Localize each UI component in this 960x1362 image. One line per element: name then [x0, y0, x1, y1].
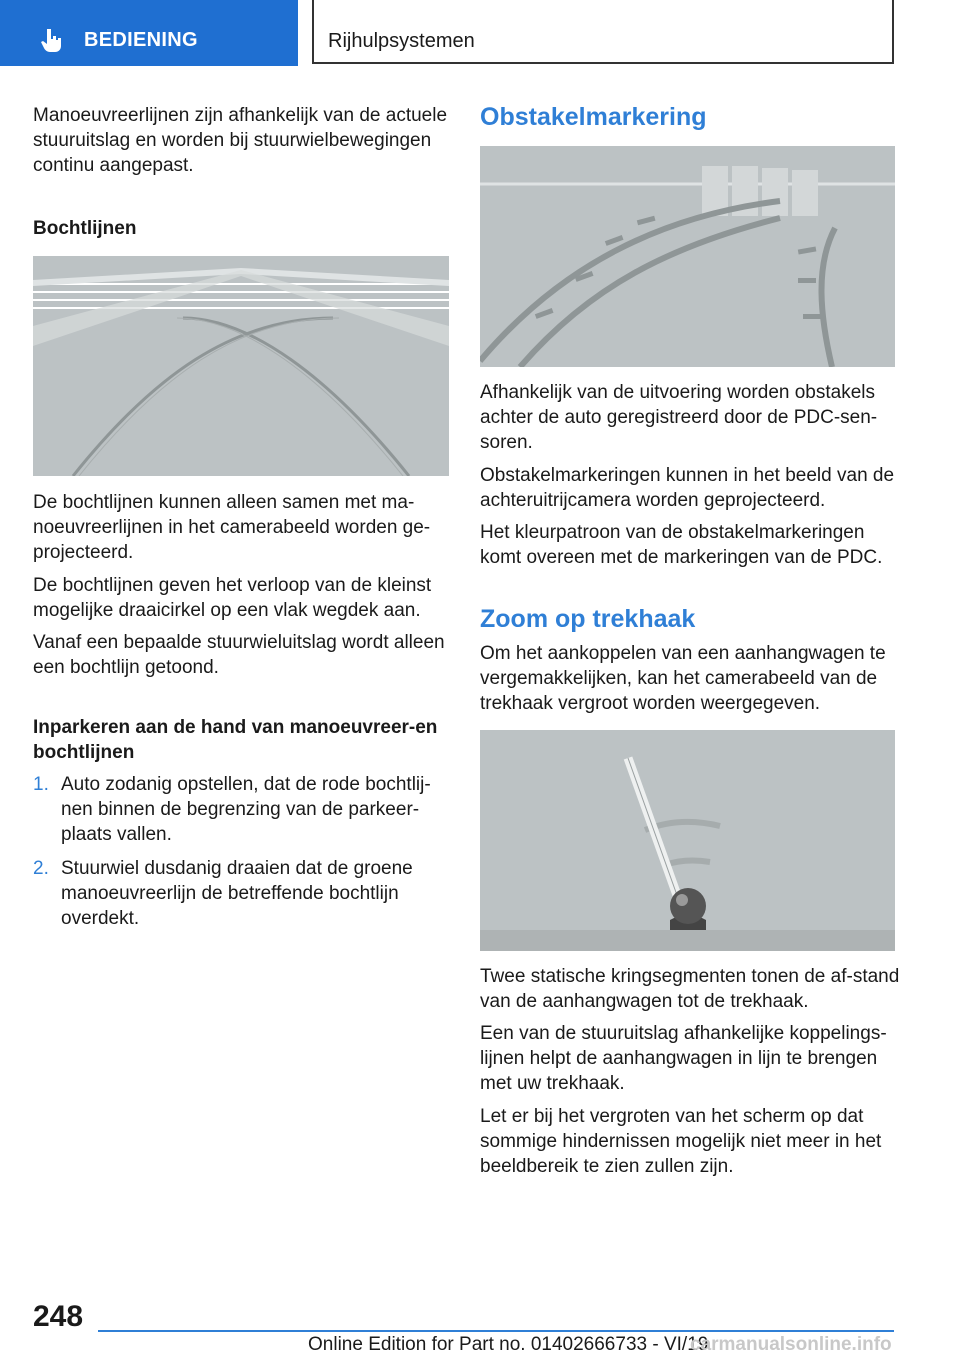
obstakel-figure: [480, 146, 895, 367]
header-section-frame: [312, 0, 894, 64]
header-section-title: Rijhulpsystemen: [328, 30, 475, 52]
obstakel-illustration: [480, 146, 895, 367]
footer-edition: Online Edition for Part no. 01402666733 - VI/19: [308, 1334, 709, 1355]
list-text: Auto zodanig opstellen, dat de rode bochtlij-nen binnen de begrenzing van de parkeer-plaats vallen.: [61, 774, 431, 845]
obstakel-para-2: Obstakelmarkeringen kunnen in het beeld van de achteruitrijcamera worden geprojecteerd.: [480, 465, 895, 511]
page-number: 248: [33, 1300, 84, 1333]
bochtlijnen-para-3: Vanaf een bepaalde stuurwieluitslag wordt alleen een bochtlijn getoond.: [33, 632, 445, 678]
zoom-para-1: Om het aankoppelen van een aanhangwagen te vergemakkelijken, kan het camerabeeld van de trekhaak vergroot worden weergegeven.: [480, 643, 886, 714]
heading-obstakelmarkering: Obstakelmarkering: [480, 103, 707, 131]
hand-pointer-icon: [38, 26, 66, 54]
zoom-para-4: Let er bij het vergroten van het scherm op dat sommige hindernissen mogelijk niet meer in het beeldbereik te zien zullen zijn.: [480, 1106, 882, 1177]
heading-zoom-op-trekhaak: Zoom op trekhaak: [480, 605, 696, 633]
obstakel-para-1: Afhankelijk van de uitvoering worden obstakels achter de auto geregistreerd door de PDC-sen-soren.: [480, 382, 878, 453]
list-number: 2.: [33, 858, 49, 879]
list-item: [33, 772, 453, 847]
zoom-para-3: Een van de stuuruitslag afhankelijke koppelings-lijnen helpt de aanhangwagen in lijn te brengen met uw trekhaak.: [480, 1023, 887, 1094]
bochtlijnen-para-2: De bochtlijnen geven het verloop van de kleinst mogelijke draaicirkel op een vlak wegdek aan.: [33, 575, 432, 621]
trekhaak-figure: [480, 730, 895, 951]
bochtlijnen-para-1: De bochtlijnen kunnen alleen samen met ma-noeuvreerlijnen in het camerabeeld worden ge-projecteerd.: [33, 492, 431, 563]
subhead-bochtlijnen: Bochtlijnen: [33, 218, 137, 239]
header-tab[interactable]: [0, 0, 298, 66]
trekhaak-illustration: [480, 730, 895, 951]
zoom-para-2: Twee statische kringsegmenten tonen de af-stand van de aanhangwagen tot de trekhaak.: [480, 966, 900, 1012]
list-text: Stuurwiel dusdanig draaien dat de groene manoeuvreerlijn de betreffende bochtlijn overdekt.: [61, 858, 413, 929]
header-tab-label: BEDIENING: [84, 29, 198, 51]
list-item: [33, 856, 453, 931]
obstakel-para-3: Het kleurpatroon van de obstakelmarkeringen komt overeen met de markeringen van de PDC.: [480, 522, 883, 568]
subhead-inparkeren: Inparkeren aan de hand van manoeuvreer-en bochtlijnen: [33, 717, 438, 763]
footer-rule: [98, 1330, 894, 1332]
list-number: 1.: [33, 774, 49, 795]
bochtlijnen-illustration: [33, 256, 449, 476]
footer-watermark: carmanualsonline.info: [690, 1334, 892, 1355]
bochtlijnen-figure: [33, 256, 449, 476]
intro-paragraph: Manoeuvreerlijnen zijn afhankelijk van de actuele stuuruitslag en worden bij stuurwielbewegingen continu aangepast.: [33, 105, 448, 176]
